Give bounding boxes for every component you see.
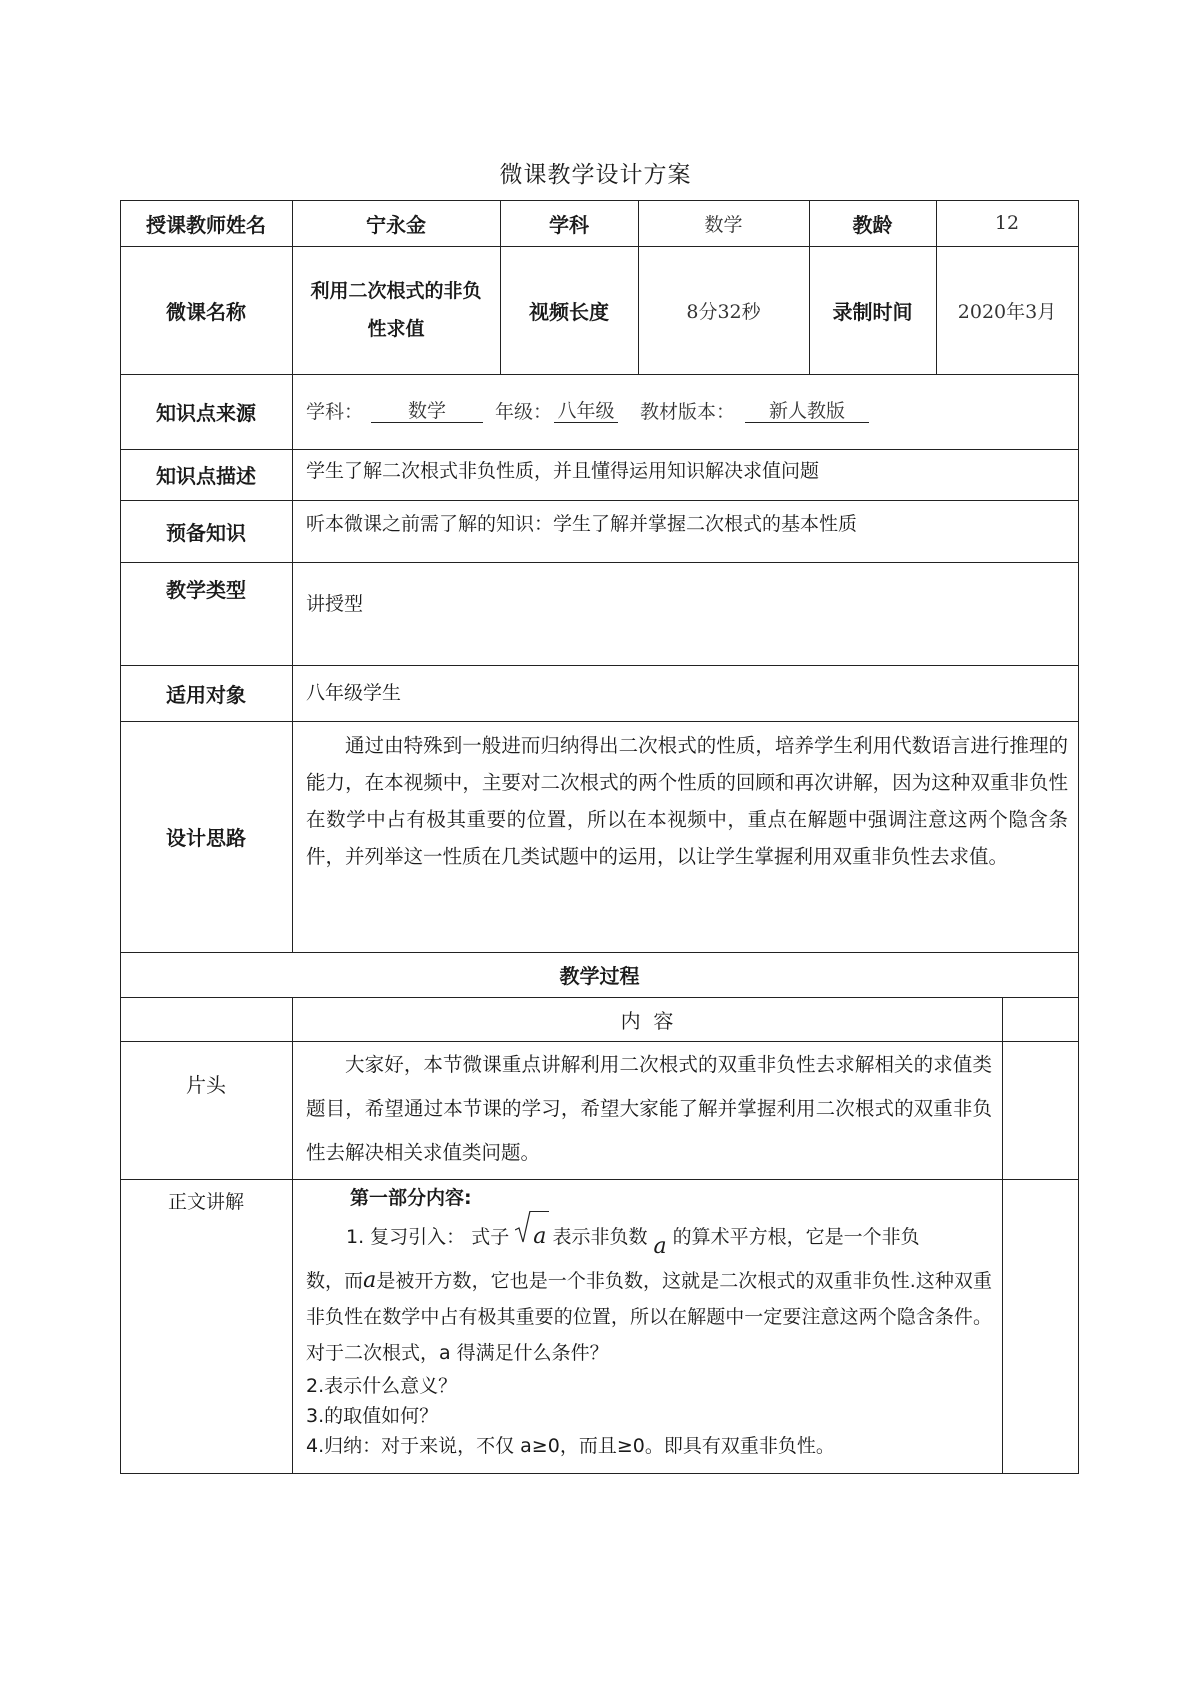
teaching-type-label: 教学类型 [166,578,246,602]
content-column-header: 内 容 [620,1008,674,1033]
document-title: 微课教学设计方案 [499,162,692,188]
review-intro-line [292,1217,1002,1257]
knowledge-description-value: 学生了解二次根式非负性质，并且懂得运用知识解决求值问题 [306,460,820,482]
course-name-value: 利用二次根式的非负性求值 [310,280,482,340]
subject-label: 学科 [549,212,589,237]
review-body-text [292,1263,1002,1371]
design-table [120,200,1079,1474]
knowledge-source-value [292,374,1078,449]
radical-sign-icon [515,1211,531,1243]
variable-a: a [653,1234,667,1259]
audience-value: 八年级学生 [306,682,402,704]
source-edition-value: 新人教版 [745,400,869,423]
review-root-text: 的算术平方根，它是一个非负 [672,1226,920,1248]
source-grade-prefix: 年级： [495,400,553,423]
body-lecture-label: 正文讲解 [167,1191,244,1213]
square-root-a-symbol [515,1217,546,1257]
intro-text: 大家好，本节微课重点讲解利用二次根式的双重非负性去求解相关的求值类题目，希望通过本节课的学习，希望大家能了解并掌握利用二次根式的双重非负性去解决相关求值类问题。 [306,1053,992,1164]
video-length-value: 8分32秒 [686,300,761,323]
intro-label: 片头 [186,1073,226,1097]
body-lecture-content [292,1179,1002,1473]
knowledge-description-label: 知识点描述 [156,464,256,488]
source-subject-prefix: 学科： [306,400,364,423]
teaching-process-header: 教学过程 [559,964,640,988]
design-idea-label: 设计思路 [166,826,246,850]
teaching-years-value: 12 [994,212,1020,234]
review-intro-text: 1. 复习引入： 式子 [346,1226,510,1248]
teacher-name-value: 宁永金 [366,212,426,237]
audience-label: 适用对象 [166,682,246,707]
source-grade-value: 八年级 [554,400,618,423]
part1-title: 第一部分内容: [350,1187,472,1209]
subject-value: 数学 [704,213,743,236]
question-item-3: 3.的取值如何？ [306,1405,439,1427]
design-idea-text: 通过由特殊到一般进而归纳得出二次根式的性质，培养学生利用代数语言进行推理的能力，在本视频中，主要对二次根式的两个性质的回顾和再次讲解，因为这种双重非负性在数学中占有极其重要的位置，所以在本视频中，重点在解题中强调注意这两个隐含条件，并列举这一性质在几类试题中的运用，以让学生掌握利用双重非负性去求值。 [306,734,1068,868]
teacher-name-label: 授课教师姓名 [146,212,266,237]
video-length-label: 视频长度 [529,299,609,324]
review-body-rest: 是被开方数，它也是一个非负数，这就是二次根式的双重非负性.这种双重非负性在数学中占有极其重要的位置，所以在解题中一定要注意这两个隐含条件。对于二次根式，a 得满足什么条件？ [306,1270,992,1364]
prerequisite-label: 预备知识 [166,520,246,545]
review-nonneg-text: 表示非负数 [552,1226,648,1248]
radicand-a: a [533,1224,547,1249]
record-time-value: 2020年3月 [957,300,1057,323]
variable-a-2: a [363,1268,377,1293]
question-item-4: 4.归纳：对于来说，不仅 a≥0，而且≥0。即具有双重非负性。 [306,1435,835,1457]
prerequisite-value: 听本微课之前需了解的知识：学生了解并掌握二次根式的基本性质 [306,513,858,535]
source-subject-value: 数学 [371,400,483,423]
teaching-years-label: 教龄 [852,212,893,237]
record-time-label: 录制时间 [832,299,913,324]
review-body-prefix: 数，而 [306,1270,364,1292]
question-item-2: 2.表示什么意义？ [306,1375,458,1397]
source-edition-prefix: 教材版本： [640,400,736,423]
knowledge-source-label: 知识点来源 [156,401,256,425]
teaching-type-value: 讲授型 [306,593,364,615]
course-name-label: 微课名称 [166,299,246,324]
